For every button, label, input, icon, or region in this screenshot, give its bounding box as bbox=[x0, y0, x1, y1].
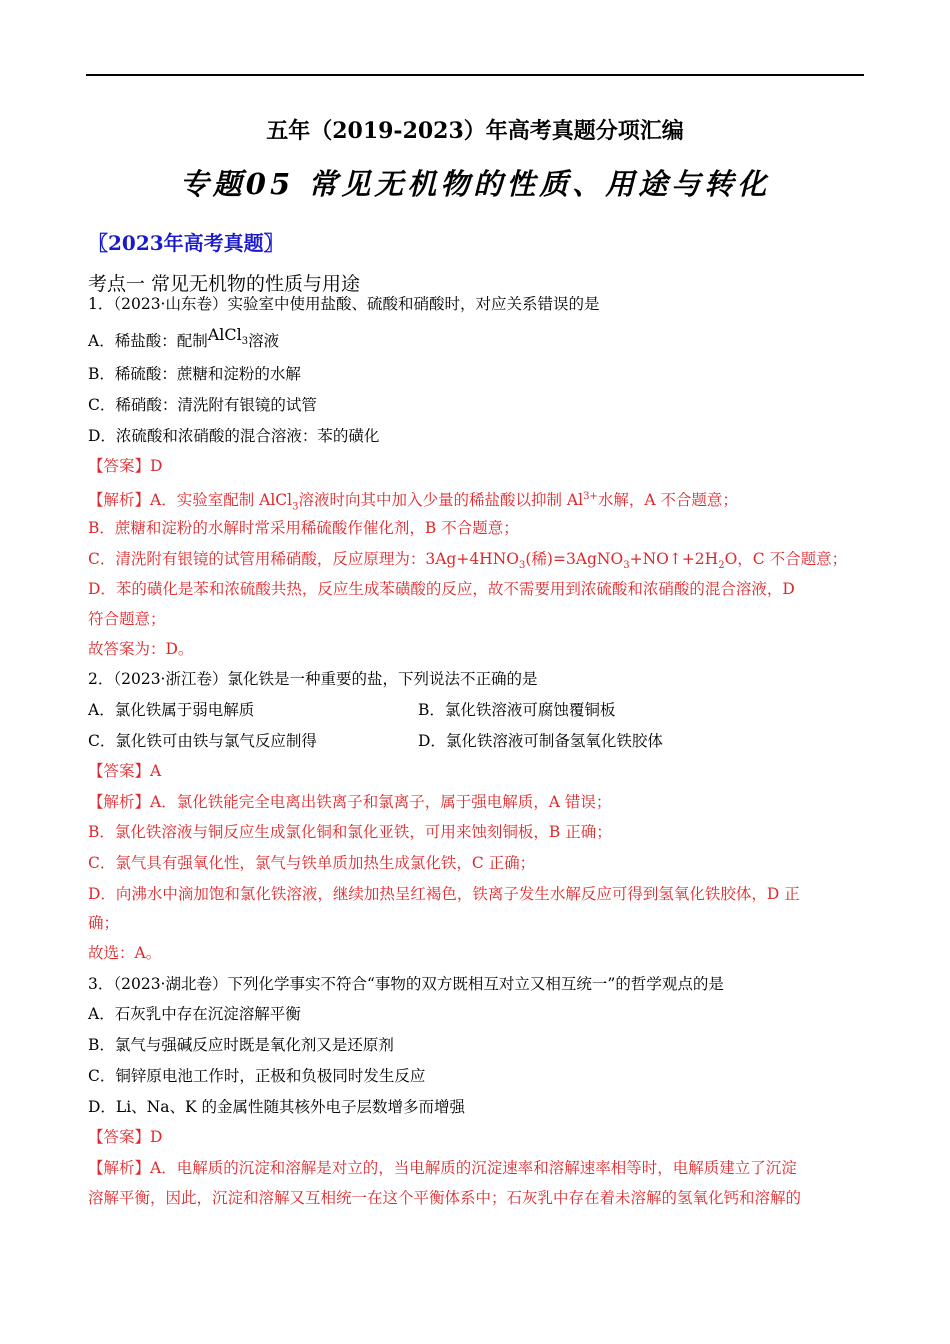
q1-exp3-s2: 3 bbox=[623, 560, 630, 572]
q1-exp3-pre: C．清洗附有银镜的试管用稀硝酸，反应原理为：3Ag+4HNO bbox=[88, 550, 519, 568]
top-rule bbox=[86, 74, 864, 76]
q1-exp3-m2: +NO↑+2H bbox=[629, 550, 719, 568]
q3-stem: 3．（2023·湖北卷）下列化学事实不符合“事物的双方既相互对立又相互统一”的哲学观点的是 bbox=[88, 975, 724, 993]
q2-explanation-1: 【解析】A．氯化铁能完全电离出铁离子和氯离子，属于强电解质，A 错误； bbox=[88, 793, 612, 811]
kaodian-heading: 考点一 常见无机物的性质与用途 bbox=[88, 273, 361, 295]
q1-answer: 【答案】D bbox=[88, 457, 163, 475]
q3-explanation-1: 【解析】A．电解质的沉淀和溶解是对立的，当电解质的沉淀速率和溶解速率相等时，电解质建立了沉淀 bbox=[88, 1159, 797, 1177]
q1-exp3-s3: 2 bbox=[718, 560, 725, 572]
q1-explanation-4a: D．苯的磺化是苯和浓硫酸共热，反应生成苯磺酸的反应，故不需要用到浓硫酸和浓硝酸的混合溶液，D bbox=[88, 580, 795, 598]
q1-option-a-text: A．稀盐酸：配制 bbox=[88, 332, 208, 350]
q3-answer: 【答案】D bbox=[88, 1128, 163, 1146]
q2-answer: 【答案】A bbox=[88, 762, 162, 780]
document-title: 五年（2019-2023）年高考真题分项汇编 bbox=[266, 118, 684, 144]
q2-explanation-4b: 确； bbox=[88, 914, 120, 932]
q3-option-c: C．铜锌原电池工作时，正极和负极同时发生反应 bbox=[88, 1067, 426, 1085]
q1-option-a-suffix: 溶液 bbox=[248, 332, 280, 350]
q2-explanation-4a: D．向沸水中滴加饱和氯化铁溶液，继续加热呈红褐色，铁离子发生水解反应可得到氢氧化铁胶体，D 正 bbox=[88, 885, 800, 903]
q1-explanation-1 bbox=[88, 487, 738, 517]
q1-exp1-sup: 3+ bbox=[583, 491, 598, 502]
q1-option-a bbox=[88, 325, 280, 358]
q1-option-d: D．浓硫酸和浓硝酸的混合溶液：苯的磺化 bbox=[88, 427, 380, 445]
q1-explanation-4b: 符合题意； bbox=[88, 610, 166, 628]
q2-option-a: A．氯化铁属于弱电解质 bbox=[88, 701, 255, 719]
q2-explanation-3: C．氯气具有强氧化性，氯气与铁单质加热生成氯化铁，C 正确； bbox=[88, 854, 536, 872]
q1-exp1-mid: 溶液时向其中加入少量的稀盐酸以抑制 Al bbox=[298, 491, 584, 510]
q1-exp1-post: 水解，A 不合题意； bbox=[597, 491, 738, 510]
q1-formula-sub: 3 bbox=[241, 336, 249, 348]
q1-exp3-s1: 3 bbox=[518, 560, 526, 572]
q2-option-d: D．氯化铁溶液可制备氢氧化铁胶体 bbox=[418, 732, 663, 750]
q1-stem: 1．（2023·山东卷）实验室中使用盐酸、硫酸和硝酸时，对应关系错误的是 bbox=[88, 295, 600, 313]
q1-exp3-m1: (稀)=3AgNO bbox=[525, 550, 624, 568]
q1-option-c: C．稀硝酸：清洗附有银镜的试管 bbox=[88, 396, 317, 414]
section-heading: 〖2023年高考真题〗 bbox=[88, 231, 284, 255]
q1-explanation-2: B．蔗糖和淀粉的水解时常采用稀硫酸作催化剂，B 不合题意； bbox=[88, 519, 519, 537]
q1-exp1-sub: 3 bbox=[292, 501, 299, 513]
q3-explanation-2: 溶解平衡，因此，沉淀和溶解又互相统一在这个平衡体系中；石灰乳中存在着未溶解的氢氧化钙和溶解的 bbox=[88, 1189, 802, 1207]
q2-option-c: C．氯化铁可由铁与氯气反应制得 bbox=[88, 732, 317, 750]
topic-title: 专题05 常见无机物的性质、用途与转化 bbox=[179, 167, 771, 201]
q2-stem: 2．（2023·浙江卷）氯化铁是一种重要的盐，下列说法不正确的是 bbox=[88, 670, 538, 688]
q2-final: 故选：A。 bbox=[88, 944, 162, 962]
q2-option-b: B．氯化铁溶液可腐蚀覆铜板 bbox=[418, 701, 616, 719]
q1-formula-main: AlCl bbox=[207, 325, 242, 344]
q1-explanation-3 bbox=[88, 549, 847, 576]
q1-option-a-formula bbox=[207, 325, 249, 348]
q3-option-d: D．Li、Na、K 的金属性随其核外电子层数增多而增强 bbox=[88, 1098, 465, 1116]
q1-exp1-pre: 【解析】A．实验室配制 AlCl bbox=[88, 491, 293, 510]
q1-option-b: B．稀硫酸：蔗糖和淀粉的水解 bbox=[88, 365, 301, 383]
q2-explanation-2: B．氯化铁溶液与铜反应生成氯化铜和氯化亚铁，可用来蚀刻铜板，B 正确； bbox=[88, 823, 612, 841]
q3-option-b: B．氯气与强碱反应时既是氧化剂又是还原剂 bbox=[88, 1036, 394, 1054]
q3-option-a: A．石灰乳中存在沉淀溶解平衡 bbox=[88, 1005, 301, 1023]
q1-final: 故答案为：D。 bbox=[88, 640, 194, 658]
q1-exp3-post: O，C 不合题意； bbox=[724, 550, 848, 568]
